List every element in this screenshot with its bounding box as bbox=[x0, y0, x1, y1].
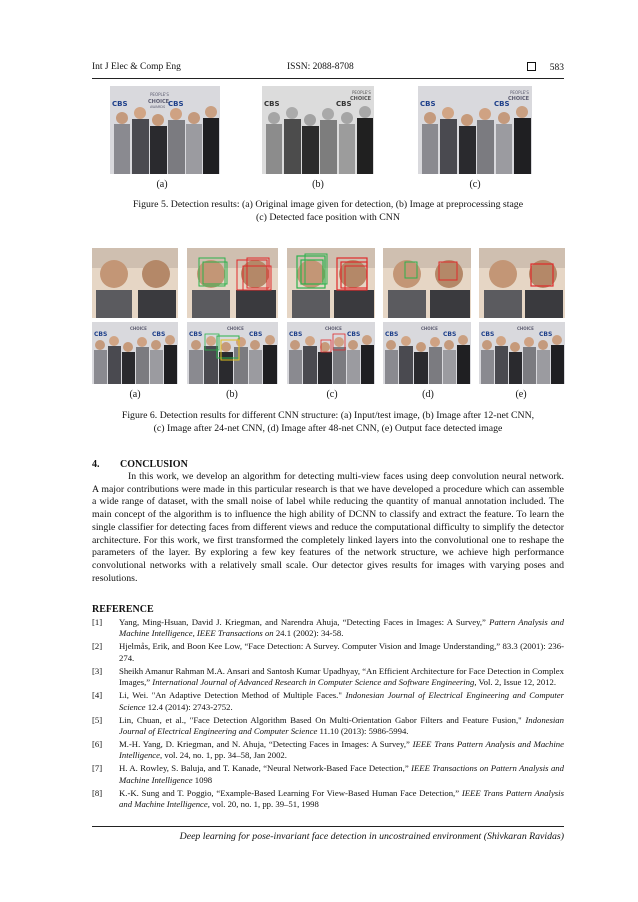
backdrop-choice: CHOICE bbox=[517, 326, 534, 331]
backdrop-cbs: CBS bbox=[336, 100, 352, 108]
figure6-crop-c bbox=[287, 248, 375, 318]
figure5-caption bbox=[92, 199, 564, 224]
figure5-image-c bbox=[418, 86, 532, 174]
reference-text-main: Lin, Chuan, et al., "Face Detection Algorithm Based On Multi-Orientation Gabor Filters and Feature Fusion," bbox=[119, 714, 526, 725]
figure5-image-a bbox=[110, 86, 220, 174]
figure5-caption-line2: (c) Detected face position with CNN bbox=[256, 211, 400, 223]
reference-details: 11.10 (2013): 5986-5994. bbox=[317, 726, 409, 737]
backdrop-cbs: CBS bbox=[539, 331, 553, 338]
figure6-group-c bbox=[287, 322, 375, 384]
reference-list bbox=[92, 617, 564, 812]
reference-details: 24.1 (2002): 34-58. bbox=[273, 628, 344, 639]
reference-text-main: M.-H. Yang, D. Kriegman, and N. Ahuja, “Detecting Faces in Images: A Survey,” bbox=[119, 739, 413, 750]
figure5-image-b bbox=[262, 86, 374, 174]
reference-text bbox=[119, 715, 564, 738]
figure6-label-a: (a) bbox=[129, 389, 141, 400]
figure6-label-e: (e) bbox=[515, 389, 527, 400]
backdrop-choice: CHOICE bbox=[130, 326, 147, 331]
figure6-group-d bbox=[383, 322, 471, 384]
reference-text bbox=[119, 763, 564, 786]
reference-number: [1] bbox=[92, 617, 103, 627]
reference-item bbox=[92, 641, 564, 664]
figure5-label-a: (a) bbox=[156, 179, 168, 190]
reference-text bbox=[119, 666, 564, 689]
reference-text bbox=[119, 690, 564, 713]
section-title: CONCLUSION bbox=[120, 459, 188, 470]
reference-item bbox=[92, 788, 564, 811]
checkbox-square-icon bbox=[527, 62, 536, 71]
reference-details: 12.4 (2014): 2743-2752. bbox=[145, 701, 233, 712]
reference-number: [4] bbox=[92, 690, 103, 701]
page-header bbox=[92, 62, 564, 76]
backdrop-choice: CHOICE bbox=[325, 326, 342, 331]
backdrop-choice: CHOICE bbox=[227, 326, 244, 331]
figure5-caption-line1: Figure 5. Detection results: (a) Original image given for detection, (b) Image at preprocessing stage bbox=[132, 199, 524, 210]
figure6-crop-b bbox=[187, 248, 278, 318]
figure5-label-c: (c) bbox=[469, 179, 481, 190]
figure6-group-b bbox=[187, 322, 278, 384]
section-number: 4. bbox=[92, 459, 100, 470]
reference-venue: Indonesian Journal of Electrical Engineering and Computer Science bbox=[119, 690, 564, 712]
reference-venue: Pattern Analysis and Machine Intelligence, IEEE Transactions on bbox=[119, 617, 564, 639]
reference-item bbox=[92, 715, 564, 738]
backdrop-cbs: CBS bbox=[94, 331, 108, 338]
figure6-crop-a bbox=[92, 248, 178, 318]
backdrop-cbs: CBS bbox=[264, 100, 280, 108]
reference-details: , vol. 20, no. 1, pp. 39–51, 1998 bbox=[207, 799, 319, 810]
figure6-caption-line2: (c) Image after 24-net CNN, (d) Image after 48-net CNN, (e) Output face detected image bbox=[153, 422, 503, 434]
figure6-group-e bbox=[479, 322, 565, 384]
reference-number: [6] bbox=[92, 739, 103, 750]
reference-details: 1098 bbox=[192, 774, 213, 785]
backdrop-choice: CHOICE bbox=[508, 96, 530, 102]
conclusion-paragraph: In this work, we develop an algorithm for detecting multi-view faces using deep convolution neural network. A major contributions were made in this particular research is that we have developed a procedure which can assemble a wide range of dataset, with the small noise of label while reducing the quantity of manual annotation included. The main concept of the algorithm is to influence the high ability of DCNN to classify and extract the feature. To learn the single classifier for detecting faces from different views and reduce the computational difficulty to simplify the detector architecture. For this work, we first transformed the completely linked layers into the convolutional one to reshape the parameters of the layer. By exploring a few key features of the network structure, we achieve high performance convolutional networks with a relatively small scale. Our detector gives results for images with varying poses and resolutions. bbox=[92, 471, 564, 584]
reference-text-main: K.-K. Sung and T. Poggio, “Example-Based Learning For View-Based Human Face Detection,” bbox=[119, 787, 462, 798]
reference-item bbox=[92, 739, 564, 762]
reference-details: , vol. 24, no. 1, pp. 34–58, Jan 2002. bbox=[160, 750, 287, 761]
reference-text-main: Yang, Ming-Hsuan, David J. Kriegman, and Narendra Ahuja, “Detecting Faces in Images: A Survey,” bbox=[119, 617, 490, 627]
reference-venue: Indonesian Journal of Electrical Engineering and Computer Science bbox=[119, 714, 564, 737]
header-rule bbox=[92, 78, 564, 79]
figure6-caption bbox=[92, 410, 564, 435]
reference-text-main: Sheikh Amanur Rahman M.A. Ansari and Santosh Kumar Upadhyay, “An Efficient Architecture for Face Detection in Complex Images,” bbox=[119, 665, 564, 688]
page-number: 583 bbox=[549, 63, 564, 73]
reference-number: [2] bbox=[92, 641, 103, 652]
reference-text-main: Hjelmås, Erik, and Boon Kee Low, “Face Detection: A Survey. Computer Vision and Image Understanding,” 83.3 (2001): 236-274. bbox=[119, 641, 564, 663]
figure6-crop-d bbox=[383, 248, 471, 318]
backdrop-choice: CHOICE bbox=[148, 99, 170, 105]
reference-number: [8] bbox=[92, 787, 103, 798]
backdrop-cbs: CBS bbox=[420, 100, 436, 108]
backdrop-cbs: CBS bbox=[249, 331, 263, 338]
backdrop-cbs: CBS bbox=[168, 100, 184, 108]
reference-text bbox=[119, 739, 564, 762]
backdrop-choice: CHOICE bbox=[350, 96, 372, 102]
reference-number: [3] bbox=[92, 665, 103, 676]
reference-venue: International Journal of Advanced Research in Computer Science and Software Engineering bbox=[152, 677, 475, 688]
page-footer: Deep learning for pose-invariant face detection in uncostrained environment (Shivkaran Ravidas) bbox=[179, 831, 564, 842]
figure6-label-b: (b) bbox=[226, 389, 238, 400]
reference-text bbox=[119, 617, 564, 640]
backdrop-awards: AWARDS bbox=[150, 105, 166, 109]
backdrop-peoples: PEOPLE'S bbox=[150, 92, 169, 97]
issn: ISSN: 2088-8708 bbox=[287, 62, 354, 72]
reference-item bbox=[92, 666, 564, 689]
reference-text bbox=[119, 788, 564, 811]
backdrop-cbs: CBS bbox=[152, 331, 166, 338]
reference-item bbox=[92, 763, 564, 786]
backdrop-cbs: CBS bbox=[347, 331, 361, 338]
backdrop-peoples: PEOPLE'S bbox=[510, 90, 529, 95]
backdrop-cbs: CBS bbox=[289, 331, 303, 338]
reference-number: [7] bbox=[92, 763, 103, 774]
reference-number: [5] bbox=[92, 714, 103, 725]
reference-text-main: H. A. Rowley, S. Baluja, and T. Kanade, “Neural Network-Based Face Detection,” bbox=[119, 763, 412, 774]
backdrop-peoples: PEOPLE'S bbox=[352, 90, 371, 95]
figure6-label-d: (d) bbox=[422, 389, 434, 400]
backdrop-cbs: CBS bbox=[494, 100, 510, 108]
figure6-caption-line1: Figure 6. Detection results for different CNN structure: (a) Input/test image, (b) Image after 12-net CNN, bbox=[121, 410, 535, 421]
section-heading-conclusion bbox=[92, 459, 564, 470]
backdrop-cbs: CBS bbox=[189, 331, 203, 338]
reference-item bbox=[92, 617, 564, 640]
references-heading: REFERENCE bbox=[92, 604, 154, 615]
page-number-group bbox=[527, 62, 564, 73]
reference-venue: IEEE Trans Pattern Analysis and Machine Intelligence bbox=[119, 787, 564, 810]
figure6-group-a bbox=[92, 322, 178, 384]
reference-venue: IEEE Transactions on Pattern Analysis and Machine Intelligence bbox=[119, 763, 564, 785]
reference-text-main: Li, Wei. "An Adaptive Detection Method of Multiple Faces." bbox=[119, 690, 346, 701]
backdrop-cbs: CBS bbox=[481, 331, 495, 338]
backdrop-cbs: CBS bbox=[443, 331, 457, 338]
reference-details: , Vol. 2, Issue 12, 2012. bbox=[474, 677, 557, 688]
journal-name: Int J Elec & Comp Eng bbox=[92, 62, 181, 72]
backdrop-choice: CHOICE bbox=[421, 326, 438, 331]
figure6-label-c: (c) bbox=[326, 389, 338, 400]
figure6-crop-e bbox=[479, 248, 565, 318]
backdrop-cbs: CBS bbox=[385, 331, 399, 338]
footer-rule bbox=[92, 826, 564, 827]
reference-item bbox=[92, 690, 564, 713]
reference-venue: IEEE Trans Pattern Analysis and Machine Intelligence bbox=[119, 739, 564, 761]
reference-text bbox=[119, 641, 564, 664]
figure5-label-b: (b) bbox=[312, 179, 324, 190]
backdrop-cbs: CBS bbox=[112, 100, 128, 108]
